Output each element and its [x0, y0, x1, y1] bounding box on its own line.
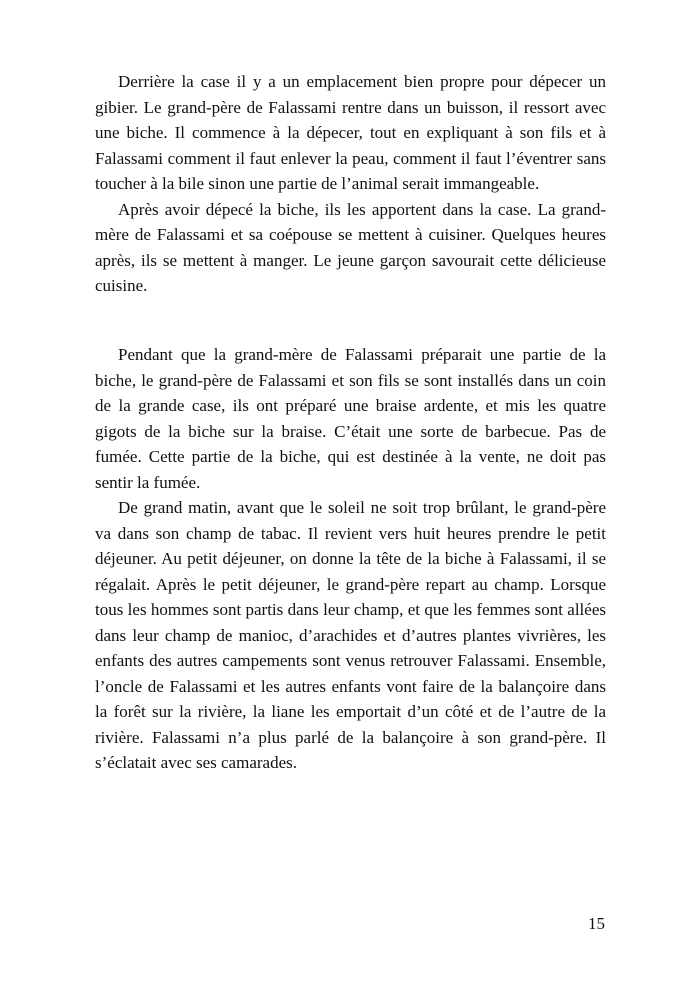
- paragraph: Pendant que la grand-mère de Falassami préparait une partie de la biche, le grand-père de Falassami et son fils se sont installés dans un coin de la grande case, ils ont préparé une braise ardente, et mis les quatre gigots de la biche sur la braise. C’était une sorte de barbecue. Pas de fumée. Cette partie de la biche, qui est destinée à la vente, ne doit pas sentir la fumée.: [95, 345, 606, 492]
- paragraph: De grand matin, avant que le soleil ne soit trop brûlant, le grand-père va dans son champ de tabac. Il revient vers huit heures prendre le petit déjeuner. Au petit déjeuner, on donne la tête de la biche à Falassami, il se régalait. Après le petit déjeuner, le grand-père repart au champ. Lorsque tous les hommes sont partis dans leur champ, et que les femmes sont allées dans leur champ de manioc, d’arachides et d’autres plantes vivrières, les enfants des autres campements sont venus retrouver Falassami. Ensemble, l’oncle de Falassami et les autres enfants vont faire de la balançoire dans la forêt sur la rivière, la liane les emportait d’un côté et de l’autre de la rivière. Falassami n’a plus parlé de la balançoire à son grand-père. Il s’éclatait avec ses camarades.: [95, 498, 606, 772]
- page-number: 15: [588, 914, 605, 933]
- paragraph: Derrière la case il y a un emplacement bien propre pour dépecer un gibier. Le grand-père de Falassami rentre dans un buisson, il ressort avec une biche. Il commence à la dépecer, tout en expliquant à son fils et à Falassami comment il faut enlever la peau, comment il faut l’éventrer sans toucher à la bile sinon une partie de l’animal serait immangeable.: [95, 72, 606, 193]
- paragraph: Après avoir dépecé la biche, ils les apportent dans la case. La grand-mère de Falassami et sa coépouse se mettent à cuisiner. Quelques heures après, ils se mettent à manger. Le jeune garçon savourait cette délicieuse cuisine.: [95, 199, 606, 295]
- text-section-1: [95, 69, 606, 299]
- text-section-2: [95, 342, 606, 776]
